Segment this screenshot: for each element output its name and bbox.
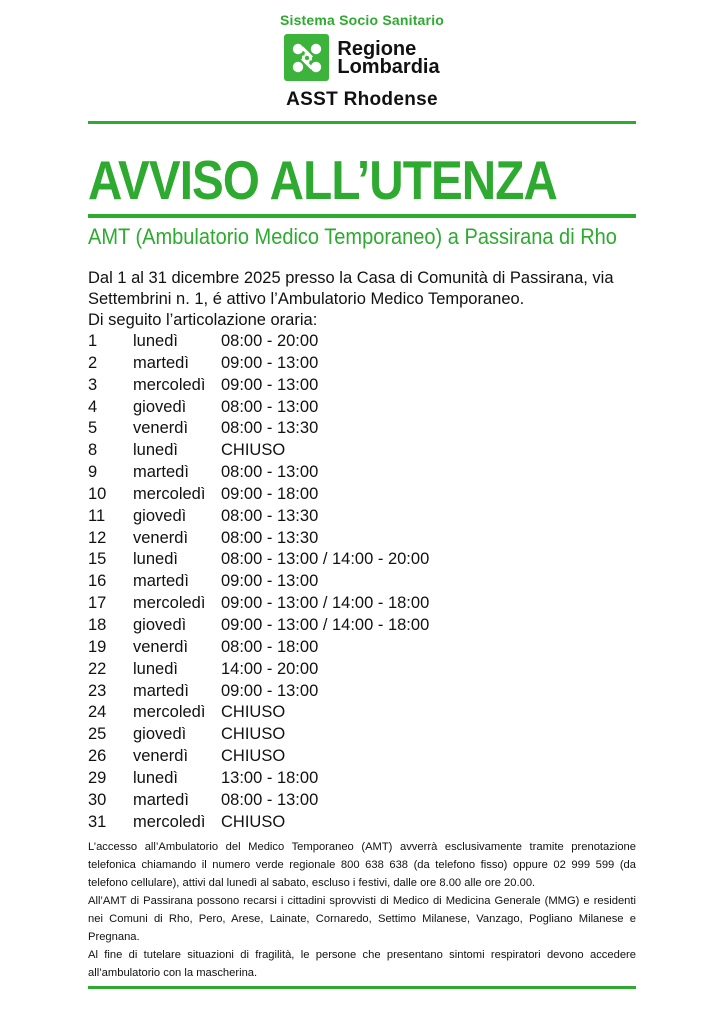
note-eligibility: All’AMT di Passirana possono recarsi i cittadini sprovvisti di Medico di Medicina Generale (MMG) e residenti nei Comuni di Rho, Pero, Arese, Lainate, Cornaredo, Settimo Milanese, Vanzago, Pogliano Milanese e Pregnana. (88, 895, 636, 943)
schedule-hours: CHIUSO (221, 812, 286, 831)
schedule-day: 17 (88, 594, 107, 613)
region-line-2: Lombardia (337, 55, 440, 78)
schedule-row (88, 462, 429, 484)
schedule-hours: 09:00 - 13:00 (221, 375, 319, 394)
schedule-day: 31 (88, 812, 107, 831)
schedule-hours: 09:00 - 13:00 / 14:00 - 18:00 (221, 615, 430, 634)
schedule-hours: 08:00 - 13:00 / 14:00 - 20:00 (221, 550, 430, 569)
schedule-hours: CHIUSO (221, 703, 286, 722)
schedule-day: 2 (88, 353, 98, 372)
schedule-weekday: lunedì (133, 550, 178, 569)
schedule-weekday: venerdì (133, 528, 189, 547)
schedule-row (88, 528, 429, 550)
intro-text (88, 268, 648, 331)
schedule-weekday: martedì (133, 353, 189, 372)
schedule-row (88, 746, 429, 768)
schedule-weekday: lunedì (133, 659, 178, 678)
schedule-weekday: mercoledì (133, 812, 206, 831)
schedule-day: 3 (88, 375, 98, 394)
regione-lombardia-logo (0, 34, 724, 81)
schedule-day: 30 (88, 790, 107, 809)
schedule-day: 5 (88, 419, 98, 438)
divider-top (88, 121, 636, 124)
schedule-hours: 08:00 - 13:00 (221, 397, 319, 416)
schedule-row (88, 768, 429, 790)
schedule-row (88, 812, 429, 834)
schedule-row (88, 353, 429, 375)
schedule-row (88, 593, 429, 615)
schedule-row (88, 615, 429, 637)
schedule-row (88, 702, 429, 724)
schedule-day: 4 (88, 397, 98, 416)
schedule-row (88, 659, 429, 681)
schedule-day: 29 (88, 768, 107, 787)
schedule-day: 9 (88, 463, 98, 482)
schedule-row (88, 637, 429, 659)
schedule-day: 19 (88, 637, 107, 656)
schedule-hours: 09:00 - 13:00 (221, 572, 319, 591)
schedule-day: 1 (88, 332, 98, 350)
schedule-day: 24 (88, 703, 107, 722)
schedule-hours: 09:00 - 13:00 / 14:00 - 18:00 (221, 594, 430, 613)
schedule-weekday: martedì (133, 572, 189, 591)
divider-bottom (88, 986, 636, 989)
divider-title (88, 214, 636, 218)
notes (88, 838, 636, 982)
region-line-1: Regione (337, 37, 417, 60)
schedule-day: 10 (88, 484, 107, 503)
schedule-row (88, 681, 429, 703)
schedule-hours: 08:00 - 13:30 (221, 506, 319, 525)
schedule-weekday: mercoledì (133, 484, 206, 503)
schedule-weekday: mercoledì (133, 703, 206, 722)
schedule-hours: 08:00 - 13:30 (221, 528, 319, 547)
schedule-day: 22 (88, 659, 107, 678)
page-subtitle: AMT (Ambulatorio Medico Temporaneo) a Passirana di Rho (88, 224, 617, 249)
schedule-weekday: venerdì (133, 747, 189, 766)
schedule-weekday: lunedì (133, 332, 178, 350)
schedule-weekday: mercoledì (133, 594, 206, 613)
schedule-day: 11 (88, 506, 106, 525)
note-mask: Al fine di tutelare situazioni di fragilità, le persone che presentano sintomi respiratori devono accedere all’ambulatorio con la mascherina. (88, 949, 636, 979)
schedule-weekday: giovedì (133, 725, 187, 744)
schedule-row (88, 506, 429, 528)
schedule-hours: 09:00 - 13:00 (221, 681, 319, 700)
region-name (337, 37, 440, 78)
schedule-row (88, 440, 429, 462)
schedule-row (88, 571, 429, 593)
schedule-day: 8 (88, 441, 98, 460)
schedule-day: 16 (88, 572, 107, 591)
schedule-hours: 08:00 - 13:30 (221, 419, 319, 438)
schedule-day: 26 (88, 747, 107, 766)
page-title: AVVISO ALL’UTENZA (88, 149, 557, 211)
lombardy-rose-icon (284, 34, 329, 81)
schedule-weekday: venerdì (133, 419, 189, 438)
schedule-row (88, 331, 429, 353)
schedule-weekday: giovedì (133, 397, 187, 416)
schedule-hours: 09:00 - 13:00 (221, 353, 319, 372)
schedule-day: 25 (88, 725, 107, 744)
schedule-weekday: martedì (133, 463, 189, 482)
schedule-row (88, 397, 429, 419)
schedule-weekday: giovedì (133, 615, 187, 634)
schedule-hours: CHIUSO (221, 747, 286, 766)
intro-line-2: Settembrini n. 1, é attivo l’Ambulatorio Medico Temporaneo. (88, 290, 525, 308)
schedule-row (88, 549, 429, 571)
system-label: Sistema Socio Sanitario (279, 12, 445, 28)
schedule-hours: CHIUSO (221, 725, 286, 744)
schedule-row (88, 375, 429, 397)
schedule-hours: 08:00 - 13:00 (221, 463, 319, 482)
schedule-hours: 09:00 - 18:00 (221, 484, 319, 503)
schedule-day: 15 (88, 550, 107, 569)
schedule-row (88, 790, 429, 812)
intro-line-1: Dal 1 al 31 dicembre 2025 presso la Casa di Comunità di Passirana, via (88, 269, 614, 287)
schedule-weekday: martedì (133, 681, 189, 700)
schedule-table (88, 331, 429, 833)
schedule-weekday: giovedì (133, 506, 187, 525)
header (0, 12, 724, 111)
schedule-row (88, 418, 429, 440)
schedule-hours: 14:00 - 20:00 (221, 659, 319, 678)
schedule-row (88, 484, 429, 506)
schedule-row (88, 724, 429, 746)
schedule-day: 12 (88, 528, 107, 547)
schedule-hours: 08:00 - 13:00 (221, 790, 319, 809)
schedule-hours: 08:00 - 18:00 (221, 637, 319, 656)
org-name: ASST Rhodense (286, 89, 438, 110)
schedule-day: 18 (88, 615, 107, 634)
schedule-weekday: lunedì (133, 441, 178, 460)
schedule-weekday: lunedì (133, 768, 178, 787)
schedule-hours: 13:00 - 18:00 (221, 768, 319, 787)
note-booking: L’accesso all’Ambulatorio del Medico Temporaneo (AMT) avverrà esclusivamente tramite prenotazione telefonica chiamando il numero verde regionale 800 638 638 (da telefono fisso) oppure 02 999 599 (da telefono cellulare), attivi dal lunedì al sabato, escluso i festivi, dalle ore 8.00 alle ore 20.00. (88, 841, 636, 889)
schedule-hours: CHIUSO (221, 441, 286, 460)
schedule-weekday: martedì (133, 790, 189, 809)
schedule-hours: 08:00 - 20:00 (221, 332, 319, 350)
schedule-weekday: venerdì (133, 637, 189, 656)
schedule-weekday: mercoledì (133, 375, 206, 394)
schedule-day: 23 (88, 681, 107, 700)
intro-line-3: Di seguito l’articolazione oraria: (88, 311, 318, 329)
